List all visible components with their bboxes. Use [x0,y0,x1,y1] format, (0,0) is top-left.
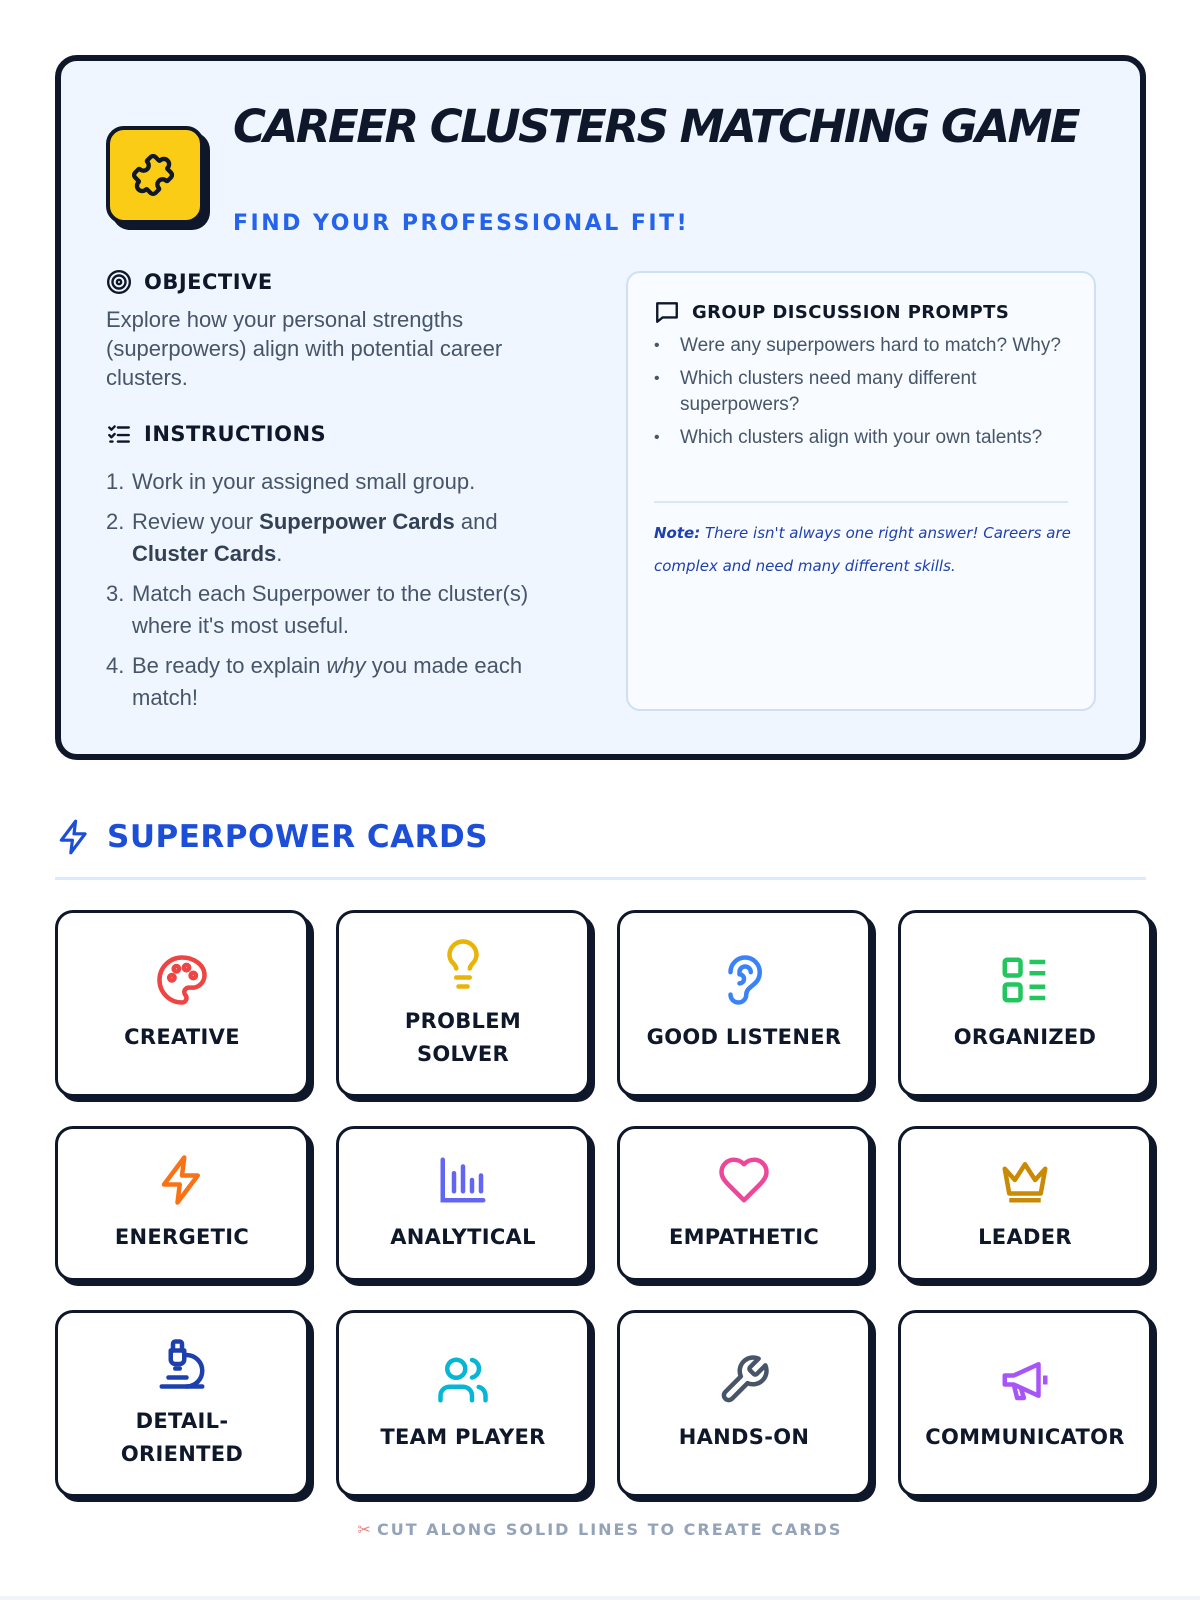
note-text: Note: There isn't always one right answer! Careers are complex and need many different skills. [654,524,1071,575]
puzzle-badge [106,126,204,224]
card-label: HANDS-ON [678,1425,810,1449]
card-label: ORGANIZED [953,1025,1097,1049]
bar-chart-icon [436,1153,490,1207]
heart-icon [717,1153,771,1207]
discussion-heading [654,299,1009,325]
superpower-card-creative[interactable] [55,910,309,1097]
lightbulb-icon [436,937,490,991]
superpower-card-communicator[interactable] [898,1310,1152,1497]
instruction-step: 2. Review your Superpower Cards and Cluster Cards. [106,509,498,566]
page-subtitle: FIND YOUR PROFESSIONAL FIT! [233,211,690,236]
instructions-heading [106,421,326,447]
card-label: TEAM PLAYER [380,1425,546,1449]
objective-heading [106,269,273,295]
superpower-card-good-listener[interactable] [617,910,871,1097]
card-label: PROBLEM SOLVER [404,1008,522,1066]
superpower-card-team-player[interactable] [336,1310,590,1497]
superpower-card-problem-solver[interactable] [336,910,590,1097]
chat-bubble-icon [654,299,680,325]
superpower-heading-text: SUPERPOWER CARDS [107,819,489,855]
superpower-card-organized[interactable] [898,910,1152,1097]
checklist-icon [106,421,132,447]
superpower-card-empathetic[interactable] [617,1126,871,1281]
zap-icon [155,1153,209,1207]
discussion-prompt: • Which clusters align with your own talents? [654,427,1043,448]
instruction-step: 3. Match each Superpower to the cluster(s) where it's most useful. [106,581,529,638]
instructions-heading-text: INSTRUCTIONS [144,422,327,446]
instructions-panel [55,55,1146,760]
users-icon [436,1353,490,1407]
superpower-card-energetic[interactable] [55,1126,309,1281]
superpower-card-detail-oriented[interactable] [55,1310,309,1497]
megaphone-icon [998,1353,1052,1407]
discussion-prompt: • Were any superpowers hard to match? Why? [654,335,1061,356]
divider [654,501,1068,503]
discussion-prompt-list [654,333,1074,458]
superpower-card-leader[interactable] [898,1126,1152,1281]
objective-heading-text: OBJECTIVE [144,270,273,294]
card-label: LEADER [978,1225,1072,1249]
wrench-icon [717,1353,771,1407]
discussion-heading-text: GROUP DISCUSSION PROMPTS [692,301,1010,323]
page-title: CAREER CLUSTERS MATCHING GAME [233,100,1079,153]
discussion-prompts-box [626,271,1096,711]
card-label: ANALYTICAL [390,1225,536,1249]
superpower-card-hands-on[interactable] [617,1310,871,1497]
card-label: COMMUNICATOR [925,1425,1125,1449]
card-label: GOOD LISTENER [646,1025,842,1049]
discussion-prompt: • Which clusters need many different superpowers? [654,368,977,415]
page-bottom-edge [0,1596,1200,1600]
scissors-icon: ✂ [357,1520,373,1539]
card-label: EMPATHETIC [668,1225,820,1249]
instruction-step: 1. Work in your assigned small group. [106,469,476,494]
card-label: DETAIL-ORIENTED [120,1408,244,1466]
superpower-card-analytical[interactable] [336,1126,590,1281]
cut-instruction: ✂ CUT ALONG SOLID LINES TO CREATE CARDS [357,1520,843,1539]
card-label: ENERGETIC [114,1225,250,1249]
card-label: CREATIVE [124,1025,240,1049]
palette-icon [155,953,209,1007]
puzzle-icon [129,149,181,201]
microscope-icon [155,1337,209,1391]
zap-icon [55,818,93,856]
instruction-step: 4. Be ready to explain why you made each match! [106,653,523,710]
list-icon [998,953,1052,1007]
instruction-steps [106,466,566,722]
target-icon [106,269,132,295]
crown-icon [998,1153,1052,1207]
section-divider [55,877,1146,880]
ear-icon [717,953,771,1007]
superpower-section-heading [55,818,488,856]
objective-text: Explore how your personal strengths (superpowers) align with potential career clusters. [106,307,503,390]
